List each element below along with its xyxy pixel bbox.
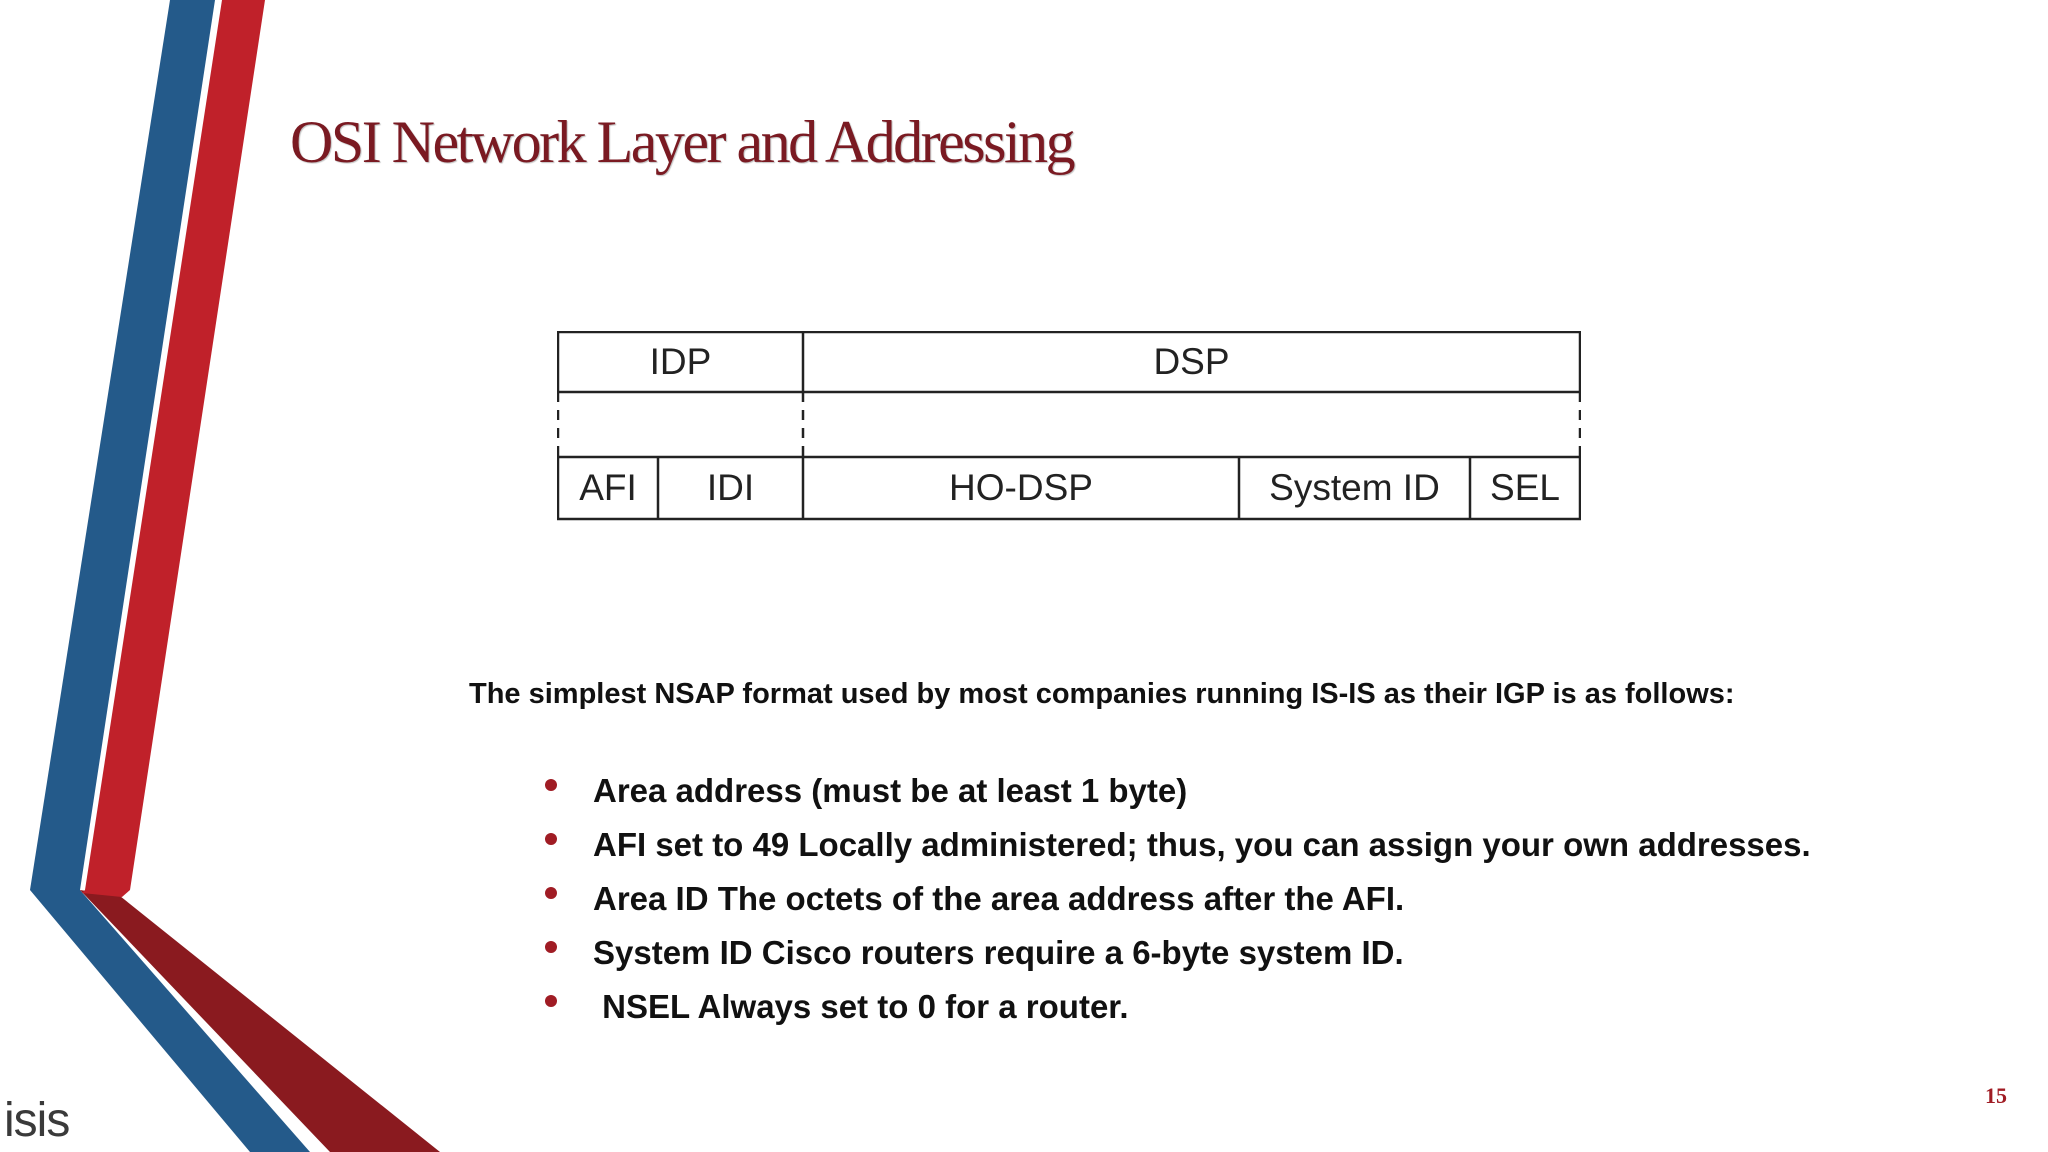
bullet-dot-icon	[545, 941, 557, 953]
slide-title: OSI Network Layer and Addressing	[290, 109, 1074, 175]
bullet-text: Area ID The octets of the area address after the AFI.	[593, 880, 1405, 917]
bullet-dot-icon	[545, 779, 557, 791]
list-item	[545, 990, 1845, 1024]
bullet-text: Area address (must be at least 1 byte)	[593, 772, 1188, 809]
bullet-text: System ID Cisco routers require a 6-byte system ID.	[593, 934, 1404, 971]
nsap-label-idp: IDP	[649, 341, 712, 382]
list-item	[545, 828, 1845, 862]
page-number: 15	[1985, 1083, 2007, 1108]
list-item	[545, 882, 1845, 916]
brand-logo-text: isis	[4, 1094, 70, 1147]
intro-text: The simplest NSAP format used by most companies running IS-IS as their IGP is as follows:	[469, 678, 1735, 710]
nsap-label-afi: AFI	[579, 467, 637, 508]
nsap-label-idi: IDI	[706, 467, 755, 508]
list-item	[545, 936, 1845, 970]
nsap-label-ho-dsp: HO-DSP	[949, 467, 1093, 508]
nsap-label-dsp: DSP	[1153, 341, 1230, 382]
list-item	[545, 774, 1845, 808]
nsap-label-system-id: System ID	[1269, 467, 1440, 508]
bullet-text: AFI set to 49 Locally administered; thus, you can assign your own addresses.	[593, 826, 1811, 863]
bullet-dot-icon	[545, 833, 557, 845]
bullet-text: NSEL Always set to 0 for a router.	[593, 988, 1129, 1025]
bullet-list	[545, 774, 1845, 1044]
nsap-label-sel: SEL	[1490, 467, 1560, 508]
nsap-diagram	[557, 331, 1581, 521]
bullet-dot-icon	[545, 995, 557, 1007]
bullet-dot-icon	[545, 887, 557, 899]
